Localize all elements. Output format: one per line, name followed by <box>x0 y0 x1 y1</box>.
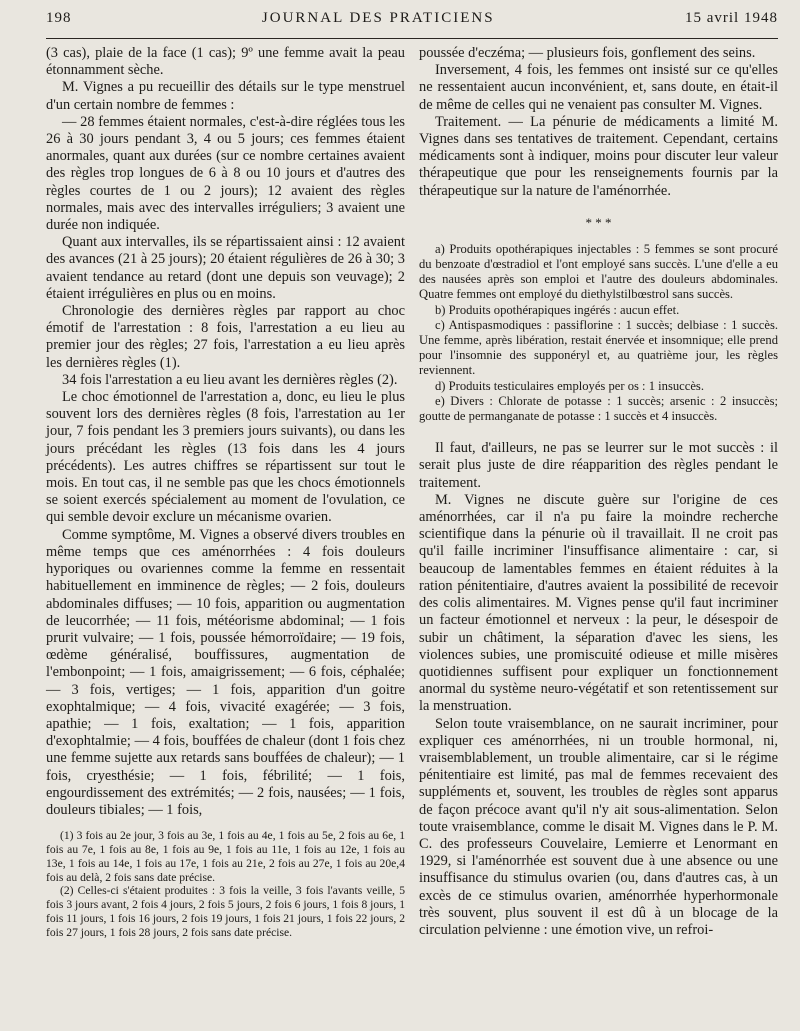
page-number: 198 <box>46 10 72 26</box>
paragraph: Le choc émotionnel de l'arrestation a, donc, eu lieu le plus souvent lors des dernières règles (8 fois, l'arrestation au 1er jour, 7 fois pendant les 3 premiers jours suivants), ou dans les jours précédant les règles (13 fois dans les 4 jours précédents). Les autres chiffres se répartissent sur tout le mois. En tout cas, il ne semble pas que les chocs émotionnels se soient exercés spécialement au moment de l'ovulation, ce qui semble devoir exclure un mécanisme ovarien. <box>46 389 405 526</box>
journal-title: JOURNAL DES PRATICIENS <box>261 10 495 26</box>
treatment-item: d) Produits testiculaires employés per os : 1 insuccès. <box>435 378 704 393</box>
left-column <box>46 45 405 940</box>
paragraph: Il faut, d'ailleurs, ne pas se leurrer sur le mot succès : il serait plus juste de dire réapparition des règles pendant le traitement. <box>419 440 778 491</box>
treatment-item: a) Produits opothérapiques injectables : 5 femmes se sont procuré du benzoate d'œstradiol et l'ont employé sans succès. L'une d'elle a eu des nausées après son emploi et l'autre des douleurs abdominales. Quatre femmes ont employé du diethylstilbœstrol sans succès. <box>419 241 778 302</box>
paragraph: Selon toute vraisemblance, on ne saurait incriminer, pour expliquer ces aménorrhées, ni un trouble hormonal, ni, vraisemblablement, un trouble alimentaire, car si le régime pénitentiaire est limité, pas mal de femmes recevaient des suppléments et, souvent, les troubles de règles sont apparus de façon précoce avant qu'il n'y ait sous-alimentation. Selon toute vraisemblance, comme le disait M. Vignes dans le P. M. C. des professeurs Couvelaire, Lemierre et Lenormant en 1929, si l'aménorrhée est souvent due à une absence ou une insuffisance du stimulus ovarien (ou, dans d'autres cas, à un excès de ce stimulus ovarien, aménorrhée hyperhormonale très souvent, plus souvent il est dû à un blocage de la circulation pelvienne : une émotion vive, un refroi- <box>419 715 778 938</box>
two-column-body <box>46 45 778 940</box>
right-column <box>419 45 778 940</box>
paragraph: (3 cas), plaie de la face (1 cas); 9º une femme avait la peau étonnamment sèche. <box>46 45 405 79</box>
page-header <box>46 10 778 34</box>
paragraph: M. Vignes ne discute guère sur l'origine de ces aménorrhées, car il n'a pu faire la moindre recherche scientifique dans la pénurie où il travaillait. Il ne croit pas qu'il faille incriminer l'insuffisance alimentaire : car, si beaucoup de lamentables femmes en étaient réduites à la ration pénitentiaire, d'autres avaient la possibilité de recevoir des colis alimentaires. M. Vignes pense qu'il faut incriminer un facteur émotionnel et nerveux : la peur, le désespoir de subir un châtiment, la séparation d'avec les siens, les violences subies, une promiscuité odieuse et mille misères quotidiennes suffisent pour expliquer un fonctionnement anormal du système neuro-végétatif et son retentissement sur la menstruation. <box>419 491 778 715</box>
paragraph: poussée d'eczéma; — plusieurs fois, gonflement des seins. <box>419 45 756 61</box>
paragraph: Inversement, 4 fois, les femmes ont insisté sur ce qu'elles ne ressentaient aucun inconvénient, et, sans doute, en était-il de même de celles qui ne venaient pas consulter M. Vignes. <box>419 62 778 113</box>
header-rule <box>46 38 778 39</box>
paragraph: — 28 femmes étaient normales, c'est-à-dire réglées tous les 26 à 30 jours pendant 3, 4 ou 5 jours; ces femmes étaient anormales, quant aux durées (sur ce nombre certaines avaient des règles trop longues de 6 à 8 ou 10 jours et d'autres des règles courtes de 1 ou 2 jours); 12 avaient des règles normales, mais avec des intervalles irréguliers; 3 avaient une durée non indiquée. <box>46 113 405 234</box>
paragraph: Chronologie des dernières règles par rapport au choc émotif de l'arrestation : 8 fois, l'arrestation a eu lieu au premier jour des règles; 27 fois, l'arrestation a eu lieu après les dernières règles (1). <box>46 303 405 371</box>
paragraph: M. Vignes a pu recueillir des détails sur le type menstruel d'un certain nombre de femmes : <box>46 79 405 113</box>
spacer <box>419 424 778 440</box>
asterism: * * * <box>585 214 612 230</box>
footnote: (2) Celles-ci s'étaient produites : 3 fois la veille, 3 fois l'avants veille, 5 fois 3 jours avant, 2 fois 4 jours, 2 fois 5 jours, 2 fois 6 jours, 1 fois 8 jours, 1 fois 11 jours, 1 fois 16 jours, 2 fois 19 jours, 1 fois 21 jours, 1 fois 22 jours, 2 fois 27 jours, 1 fois 28 jours, 2 fois sans date précise. <box>46 884 405 939</box>
paragraph: Quant aux intervalles, ils se répartissaient ainsi : 12 avaient des avances (21 à 25 jours); 20 étaient régulières de 26 à 30; 3 avaient tendance au retard (dont une depuis son veuvage); 2 étaient irrégulières en plus ou en moins. <box>46 234 405 302</box>
paragraph: Comme symptôme, M. Vignes a observé divers troubles en même temps que ces aménorrhées : 4 fois douleurs hyporiques ou ovariennes comme la femme en ressentait habituellement en imminence de règles; — 2 fois, douleurs abdominales diffuses; — 10 fois, apparition ou augmentation de leucorrhée; — 11 fois, météorisme abdominal; — 1 fois prurit vulvaire; — 1 fois, poussée hémorroïdaire; — 19 fois, œdème généralisé, bouffissures, augmentation de l'embonpoint; — 1 fois, amaigrissement; — 6 fois, céphalée; — 3 fois, vertiges; — 1 fois, apparition d'un goitre exophtalmique; — 4 fois, vivacité exagérée; — 3 fois, apathie; — 1 fois, exaltation; — 1 fois, apparition d'exophtalmie; — 4 fois, bouffées de chaleur (dont 1 fois chez une femme sujette aux retards sans bouffées de chaleur); — 1 fois, cryesthésie; — 1 fois, fébrilité; — 1 fois, engourdissement des extrémités; — 2 fois, nausées; — 1 fois, douleurs tibiales; — 1 fois, <box>46 526 405 818</box>
treatment-list <box>419 242 778 424</box>
treatment-item: c) Antispasmodiques : passiflorine : 1 succès; delbiase : 1 succès. Une femme, après libération, restait énervée et insomnique; elle prend pour l'insomnie des supponéryl et, au quatrième jour, les règles reviennent. <box>419 317 778 378</box>
footnotes <box>46 829 405 939</box>
footnote: (1) 3 fois au 2e jour, 3 fois au 3e, 1 fois au 4e, 1 fois au 5e, 2 fois au 6e, 1 fois au 7e, 1 fois au 8e, 1 fois au 9e, 1 fois au 11e, 1 fois au 12e, 1 fois au 13e, 1 fois au 14e, 1 fois au 17e, 1 fois au 21e, 2 fois au 27e, 1 fois au 20e,4 fois au delà, 2 fois sans date précise. <box>46 829 405 884</box>
paragraph: Traitement. — La pénurie de médicaments a limité M. Vignes dans ses tentatives de traitement. Cependant, certains médicaments sont à indiquer, moins pour discuter leur valeur thérapeutique que pour les renseignements fournis par la thérapeutique sur la nature de l'aménorrhée. <box>419 113 778 199</box>
issue-date: 15 avril 1948 <box>684 10 778 26</box>
treatment-item: b) Produits opothérapiques ingérés : aucun effet. <box>435 302 680 317</box>
paragraph: 34 fois l'arrestation a eu lieu avant les dernières règles (2). <box>62 371 398 388</box>
treatment-item: e) Divers : Chlorate de potasse : 1 succès; arsenic : 2 insuccès; goutte de permanganate de potasse : 1 succès et 4 insuccès. <box>419 393 778 424</box>
